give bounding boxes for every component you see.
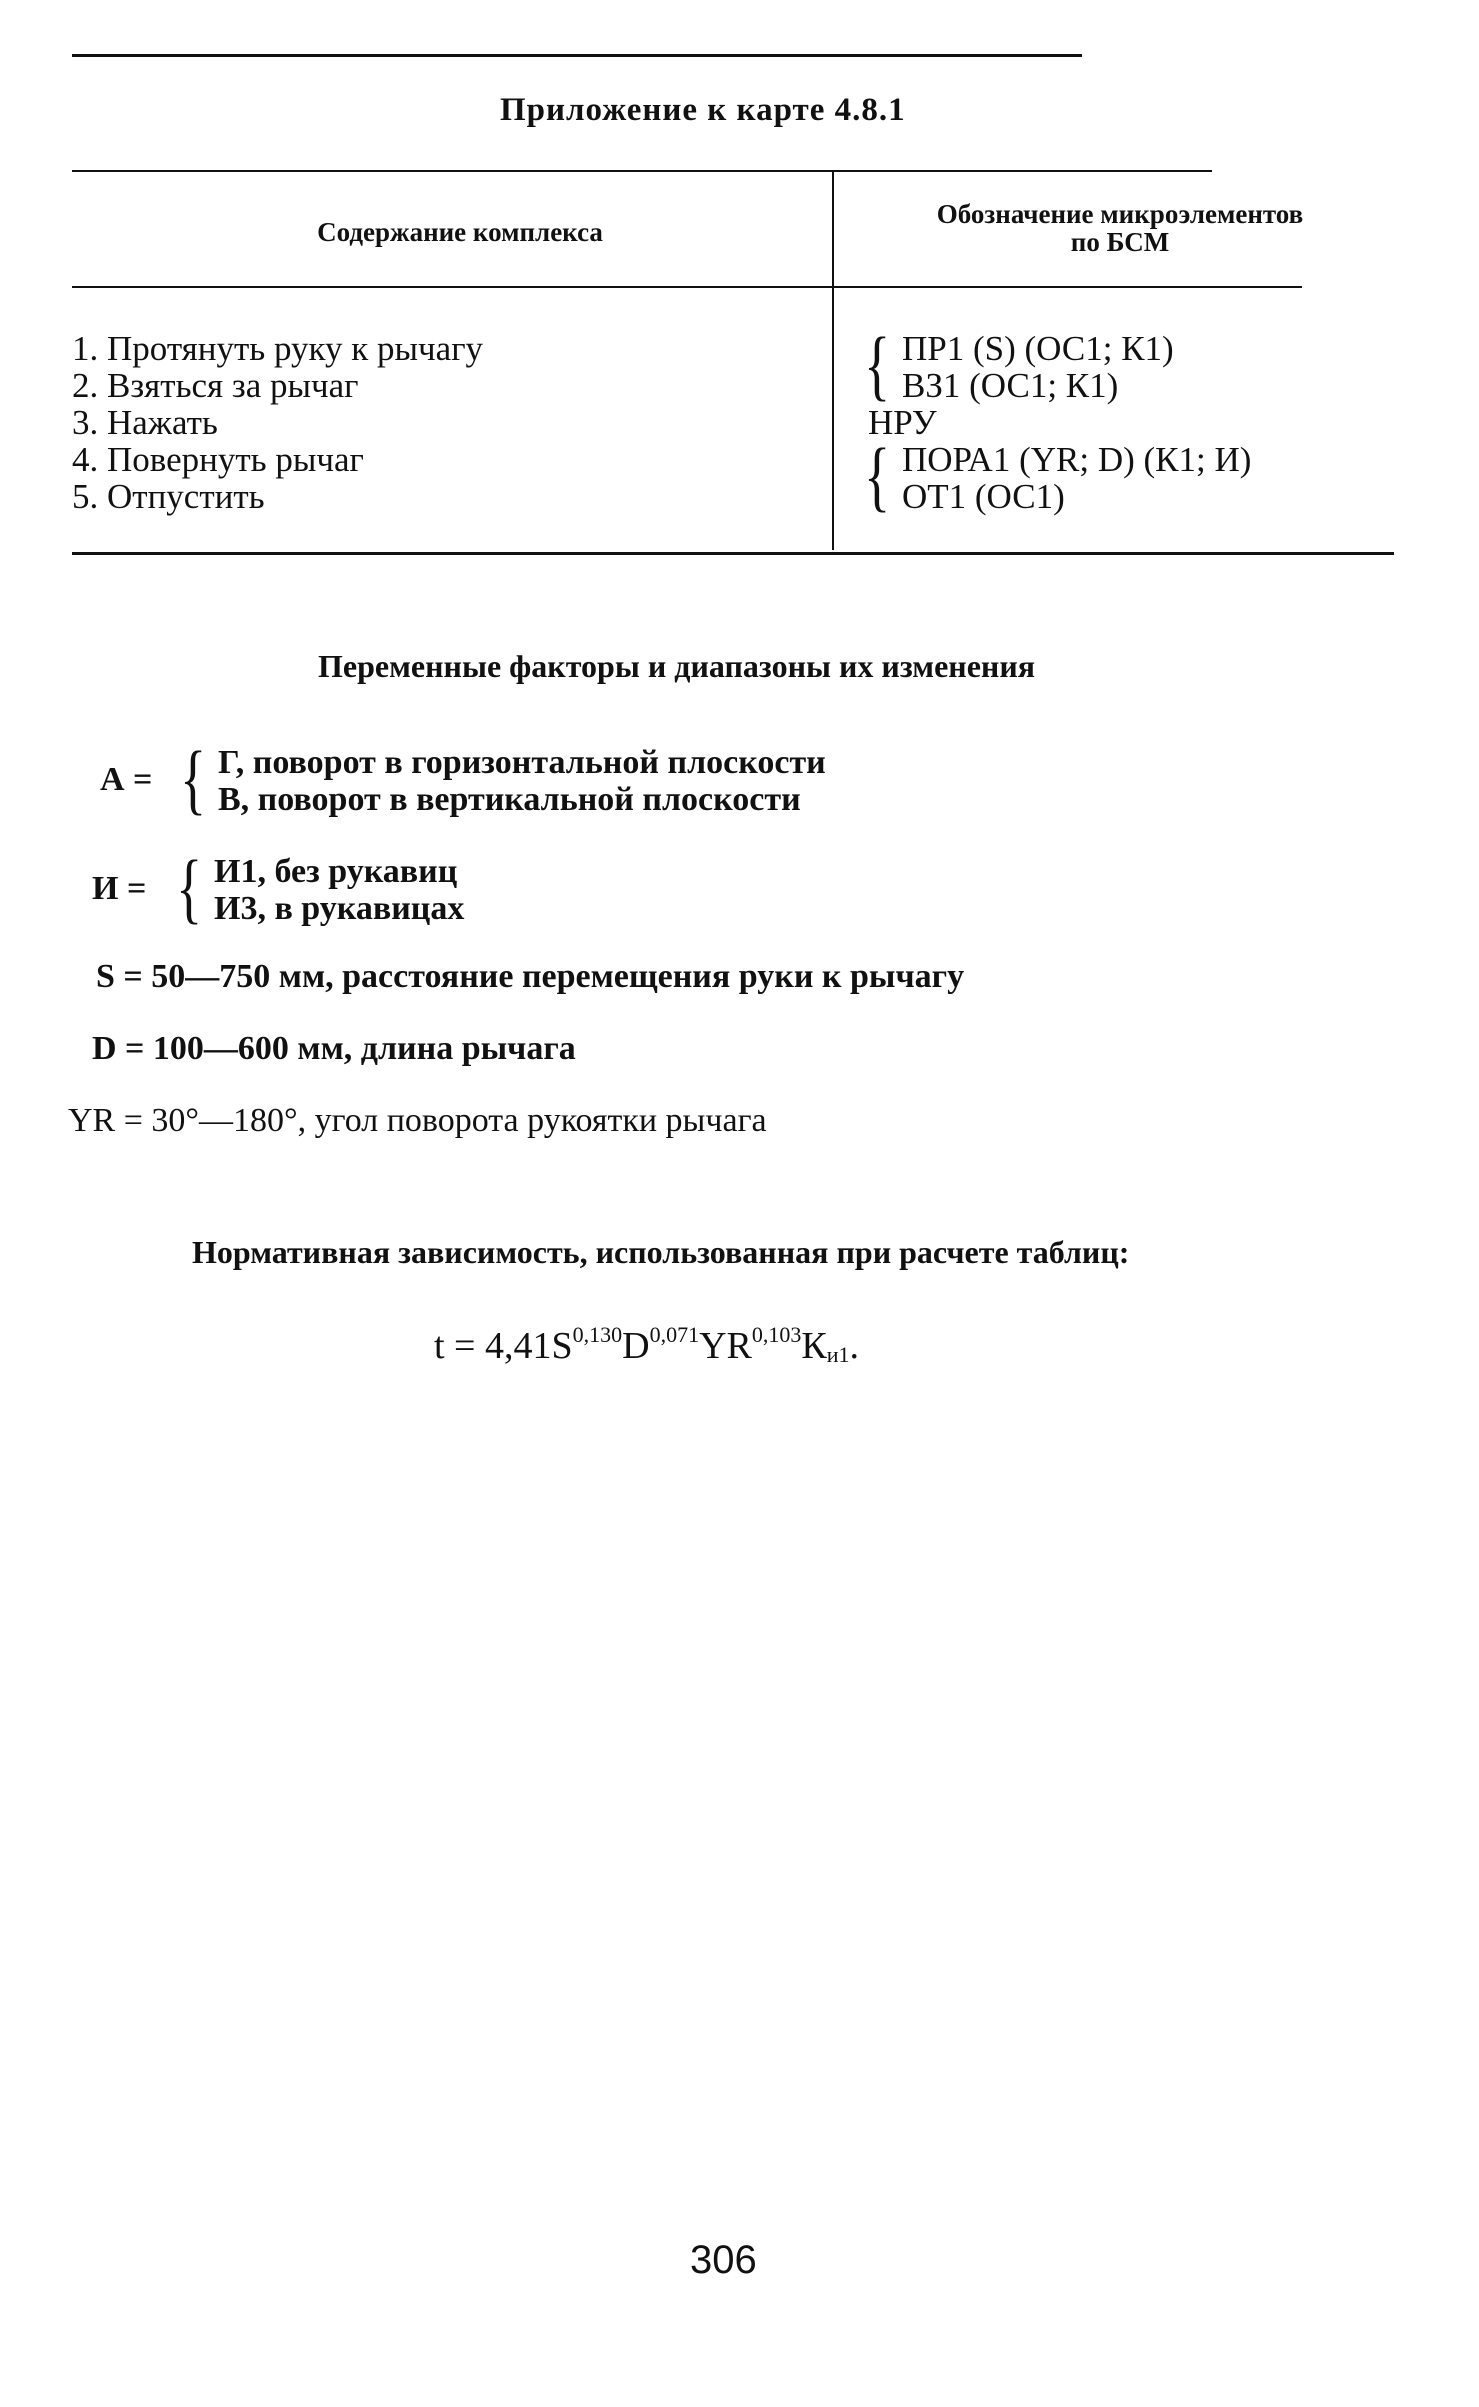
table-row: 5. Отпустить	[72, 477, 265, 516]
table-bottom-rule	[72, 552, 1394, 555]
factor-s: S = 50—750 мм, расстояние перемещения руки к рычагу	[96, 958, 965, 995]
formula-k: К	[801, 1325, 827, 1367]
table-header-rule	[72, 286, 1302, 288]
brace-pr-vz: {	[864, 321, 891, 408]
formula-d: D	[622, 1325, 650, 1367]
code-item: НРУ	[868, 403, 937, 442]
table-column-divider	[832, 172, 834, 550]
table-row: 4. Повернуть рычаг	[72, 440, 364, 479]
factor-a-option-2: В, поворот в вертикальной плоскости	[218, 781, 801, 818]
factor-i-option-2: И3, в рукавицах	[214, 890, 465, 927]
formula-yr-exponent: 0,103	[751, 1322, 802, 1347]
code-item: ОТ1 (ОС1)	[902, 477, 1065, 516]
factor-yr: YR = 30°—180°, угол поворота рукоятки рычага	[68, 1102, 767, 1139]
factor-i-option-1: И1, без рукавиц	[214, 853, 458, 890]
formula-end: .	[849, 1325, 860, 1367]
formula-yr: YR	[699, 1325, 752, 1367]
column-header-designation-line1: Обозначение микроэлементов	[936, 199, 1304, 229]
code-item: ПР1 (S) (ОС1; К1)	[902, 329, 1174, 368]
top-rule	[72, 54, 1082, 57]
table-row: 1. Протянуть руку к рычагу	[72, 329, 484, 368]
code-item: ПОРА1 (YR; D) (К1; И)	[902, 440, 1252, 479]
formula-d-exponent: 0,071	[649, 1322, 700, 1347]
brace-factor-i: {	[176, 844, 203, 931]
factor-a-option-1: Г, поворот в горизонтальной плоскости	[218, 744, 826, 781]
code-item: ВЗ1 (ОС1; К1)	[902, 366, 1119, 405]
formula-s: S	[551, 1325, 573, 1367]
table-top-rule	[72, 170, 1212, 172]
column-header-designation	[840, 200, 1400, 257]
formula-k-subscript: и1	[826, 1342, 850, 1367]
formula-lhs: t = 4,41	[434, 1325, 552, 1367]
factors-title: Переменные факторы и диапазоны их изменения	[318, 648, 1036, 684]
table-row: 2. Взяться за рычаг	[72, 366, 359, 405]
normative-formula	[434, 1322, 859, 1368]
normative-title: Нормативная зависимость, использованная при расчете таблиц:	[192, 1234, 1130, 1270]
formula-s-exponent: 0,130	[572, 1322, 623, 1347]
appendix-title: Приложение к карте 4.8.1	[500, 92, 906, 128]
table-row: 3. Нажать	[72, 403, 218, 442]
column-header-designation-line2: по БСМ	[1070, 227, 1170, 258]
brace-factor-a: {	[180, 735, 207, 822]
page-number: 306	[690, 2238, 757, 2282]
factor-d: D = 100—600 мм, длина рычага	[92, 1030, 576, 1067]
factor-i-lhs: И =	[92, 870, 147, 907]
column-header-content: Содержание комплекса	[317, 217, 603, 247]
brace-pora-ot: {	[864, 432, 891, 519]
factor-a-lhs: А =	[100, 761, 153, 798]
